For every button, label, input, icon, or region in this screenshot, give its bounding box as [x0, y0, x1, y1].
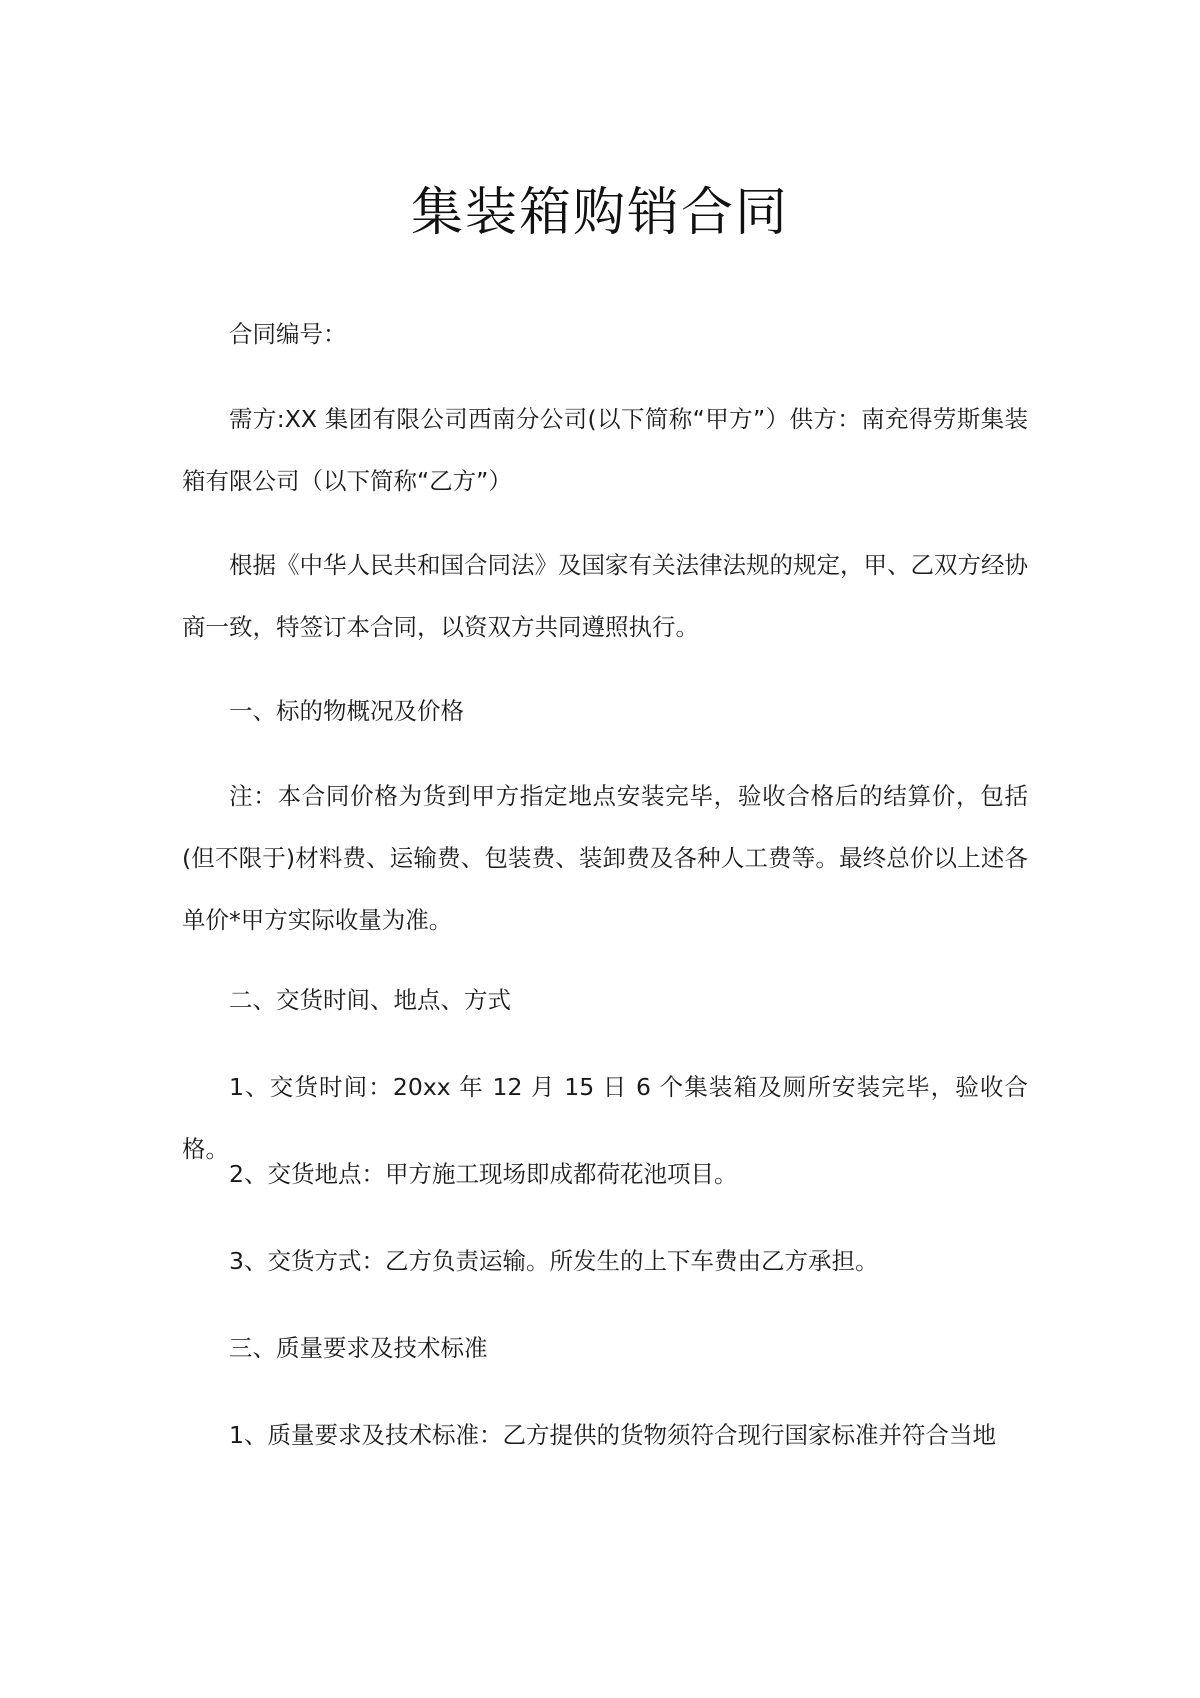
quality-standard-item: 1、质量要求及技术标准：乙方提供的货物须符合现行国家标准并符合当地 [229, 1421, 996, 1449]
delivery-method-item: 3、交货方式：乙方负责运输。所发生的上下车费由乙方承担。 [229, 1247, 879, 1275]
section-heading-3: 三、质量要求及技术标准 [229, 1334, 488, 1362]
section-heading-2: 二、交货时间、地点、方式 [229, 986, 511, 1014]
delivery-time-item: 1、交货时间：20xx 年 12 月 15 日 6 个集装箱及厕所安装完毕，验收合格。 [182, 1073, 1028, 1163]
document-title: 集装箱购销合同 [410, 183, 789, 243]
parties-paragraph: 需方:XX 集团有限公司西南分公司(以下简称“甲方”）供方：南充得劳斯集装箱有限公司（以下简称“乙方”） [182, 405, 1028, 495]
basis-paragraph: 根据《中华人民共和国合同法》及国家有关法律法规的规定，甲、乙双方经协商一致，特签订本合同，以资双方共同遵照执行。 [182, 551, 1028, 641]
delivery-location-item: 2、交货地点：甲方施工现场即成都荷花池项目。 [229, 1160, 738, 1188]
price-note-paragraph: 注：本合同价格为货到甲方指定地点安装完毕，验收合格后的结算价，包括(但不限于)材料费、运输费、包装费、装卸费及各种人工费等。最终总价以上述各单价*甲方实际收量为准。 [182, 782, 1028, 934]
contract-number-paragraph: 合同编号： [229, 320, 347, 348]
section-heading-1: 一、标的物概况及价格 [229, 697, 464, 725]
